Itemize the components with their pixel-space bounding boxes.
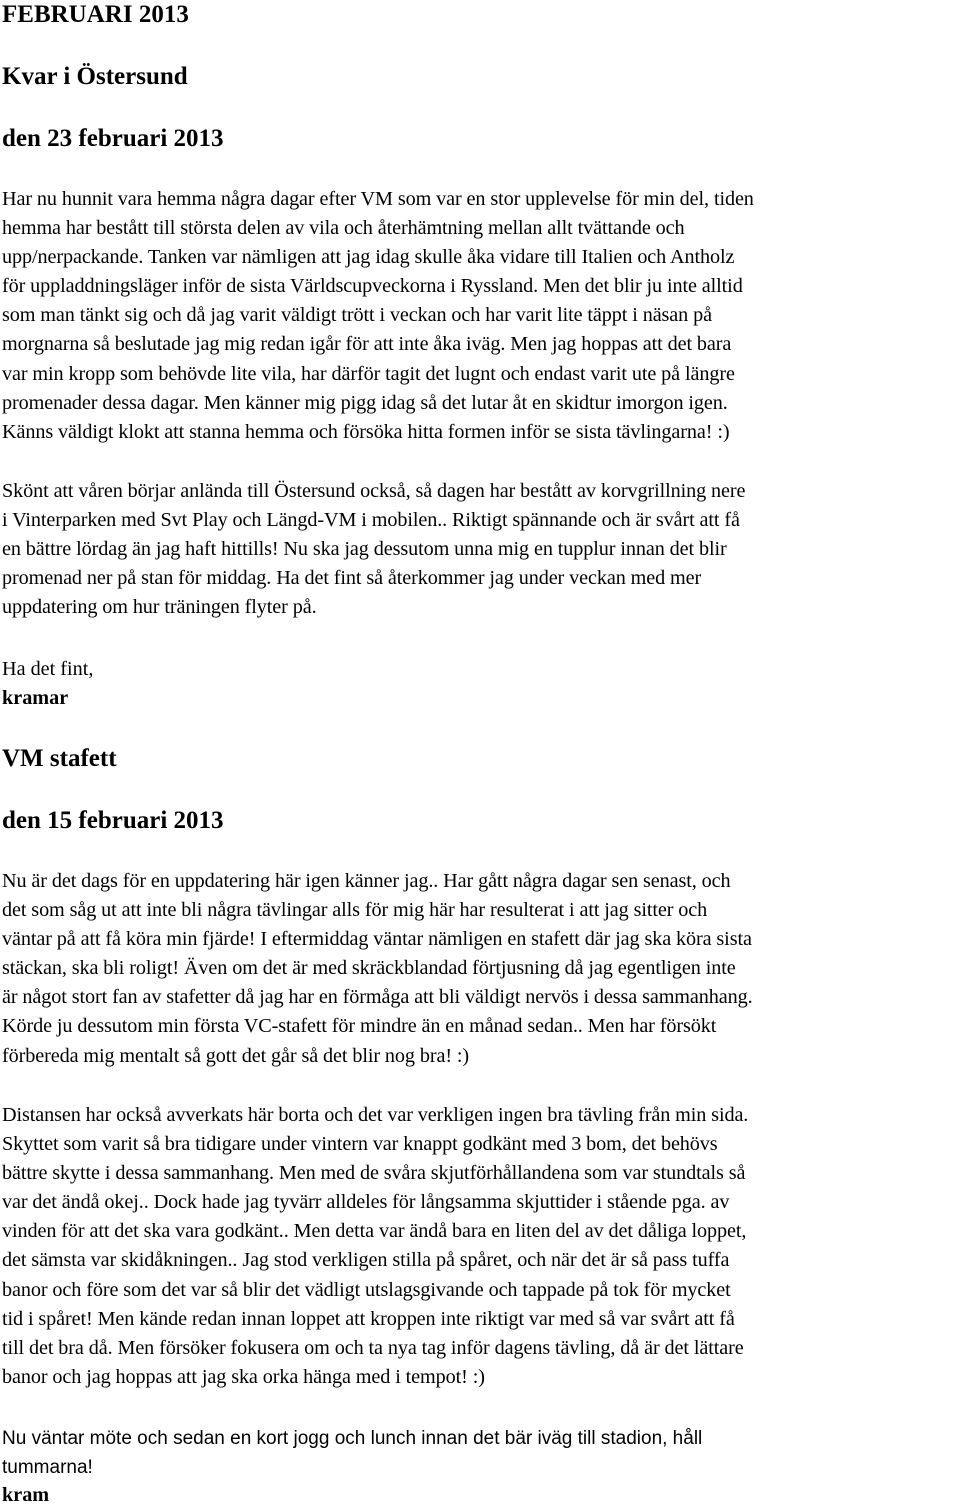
text-line: Skyttet som varit så bra tidigare under vintern var knappt godkänt med 3 bom, det behövs — [2, 1133, 718, 1156]
text-line: hemma har bestått till största delen av vila och återhämtning mellan allt tvättande och — [2, 217, 685, 240]
post-signature: kramar — [2, 687, 69, 709]
month-heading: FEBRUARI 2013 — [2, 1, 189, 28]
post-paragraph — [2, 477, 958, 622]
text-line: för uppladdningsläger inför de sista Världscupveckorna i Ryssland. Men det blir ju inte alltid — [2, 275, 743, 298]
post-date: den 15 februari 2013 — [2, 807, 224, 834]
post-date: den 23 februari 2013 — [2, 125, 224, 152]
text-line: stäckan, ska bli roligt! Även om det är med skräckblandad förtjusning då jag egentligen inte — [2, 957, 736, 980]
text-line: Nu väntar möte och sedan en kort jogg och lunch innan det bär iväg till stadion, håll — [2, 1428, 703, 1449]
text-line: väntar på att få köra min fjärde! I eftermiddag väntar nämligen en stafett där jag ska köra sista — [2, 928, 752, 951]
text-line: banor och jag hoppas att jag ska orka hänga med i tempot! :) — [2, 1365, 485, 1388]
text-line: Känns väldigt klokt att stanna hemma och försöka hitta formen inför se sista tävlingarna! :) — [2, 420, 730, 443]
text-line: var det ändå okej.. Dock hade jag tyvärr alldeles för långsamma skjuttider i stående pga. av — [2, 1191, 730, 1214]
text-line: till det bra då. Men försöker fokusera om och ta nya tag inför dagens tävling, då är det lättare — [2, 1336, 744, 1359]
text-line: tid i spåret! Men kände redan innan loppet att kroppen inte riktigt var med så var svårt att få — [2, 1307, 735, 1330]
text-line: promenader dessa dagar. Men känner mig pigg idag så det lutar åt en skidtur imorgon igen. — [2, 391, 728, 414]
text-line: tummarna! — [2, 1457, 93, 1478]
post-signoff: Ha det fint, — [2, 658, 94, 680]
post-title: VM stafett — [2, 745, 117, 772]
text-line: det som såg ut att inte bli några tävlingar alls för mig här har resulterat i att jag sitter och — [2, 899, 708, 922]
text-line: Har nu hunnit vara hemma några dagar efter VM som var en stor upplevelse för min del, tiden — [2, 188, 754, 210]
text-line: banor och före som det var så blir det vädligt utslagsgivande och tappade på tok för mycket — [2, 1278, 731, 1301]
text-line: Nu är det dags för en uppdatering här igen känner jag.. Har gått några dagar sen senast, och — [2, 870, 731, 892]
post-closing — [2, 1424, 958, 1482]
post-paragraph — [2, 1101, 958, 1392]
text-line: det sämsta var skidåkningen.. Jag stod verkligen stilla på spåret, och när det är så pass tuffa — [2, 1249, 730, 1272]
text-line: bättre skytte i dessa sammanhang. Men med de svåra skjutförhållandena som var stundtals så — [2, 1162, 746, 1185]
text-line: en bättre lördag än jag haft hittills! Nu ska jag dessutom unna mig en tupplur innan det blir — [2, 538, 727, 561]
text-line: uppdatering om hur träningen flyter på. — [2, 596, 317, 619]
post-paragraph — [2, 867, 958, 1071]
text-line: förbereda mig mentalt så gott det går så det blir nog bra! :) — [2, 1044, 470, 1067]
text-line: morgnarna så beslutade jag mig redan igår för att inte åka iväg. Men jag hoppas att det bara — [2, 333, 732, 356]
post-title: Kvar i Östersund — [2, 63, 188, 90]
text-line: vinden för att det ska vara godkänt.. Men detta var ändå bara en liten del av det dåliga loppet, — [2, 1220, 747, 1243]
text-line: Skönt att våren börjar anlända till Östersund också, så dagen har bestått av korvgrillning nere — [2, 480, 746, 502]
text-line: var min kropp som behövde lite vila, har därför tagit det lugnt och endast varit ute på längre — [2, 362, 735, 385]
text-line: är något stort fan av stafetter då jag har en förmåga att bli väldigt nervös i dessa sammanhang. — [2, 986, 753, 1009]
text-line: promenad ner på stan för middag. Ha det fint så återkommer jag under veckan med mer — [2, 567, 702, 590]
post-paragraph — [2, 185, 958, 447]
text-line: som man tänkt sig och då jag varit väldigt trött i veckan och har varit lite täppt i näsan på — [2, 304, 712, 327]
text-line: i Vinterparken med Svt Play och Längd-VM i mobilen.. Riktigt spännande och är svårt att få — [2, 509, 740, 532]
text-line: Körde ju dessutom min första VC-stafett för mindre än en månad sedan.. Men har försökt — [2, 1015, 717, 1038]
text-line: upp/nerpackande. Tanken var nämligen att jag idag skulle åka vidare till Italien och Antholz — [2, 246, 735, 269]
post-signature: kram — [2, 1484, 50, 1506]
text-line: Distansen har också avverkats här borta och det var verkligen ingen bra tävling från min sida. — [2, 1104, 749, 1126]
